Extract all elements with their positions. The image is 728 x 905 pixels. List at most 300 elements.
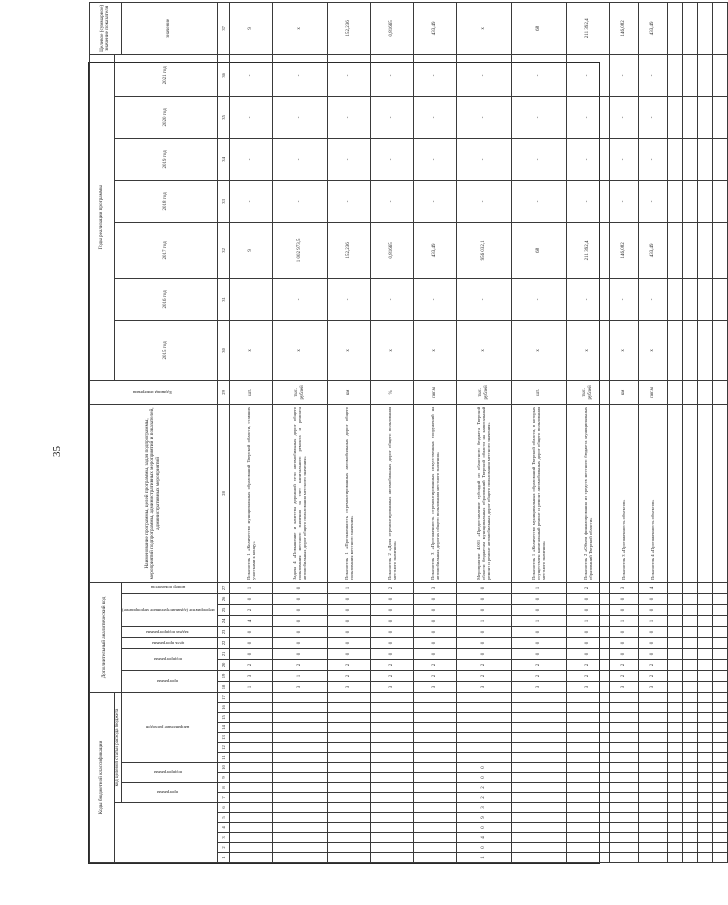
empty-row xyxy=(667,2,682,862)
empty-cell xyxy=(697,713,712,723)
year-value-cell: - xyxy=(609,96,638,138)
year-value-cell: - xyxy=(511,54,566,96)
vh-a-podprogramma: подпрограмма xyxy=(121,649,217,671)
year-value-cell: - xyxy=(609,54,638,96)
analytic-code-cell: 3 xyxy=(413,582,456,593)
target-value-cell: 433,49 xyxy=(638,2,667,54)
code-cell xyxy=(272,713,327,723)
empty-cell xyxy=(697,833,712,843)
analytic-code-cell: 0 xyxy=(566,627,609,638)
code-cell xyxy=(566,763,609,773)
code-cell xyxy=(327,763,370,773)
analytic-code-cell: 0 xyxy=(566,638,609,649)
analytic-code-cell: 0 xyxy=(370,649,413,660)
code-cell xyxy=(456,753,511,763)
code-cell xyxy=(413,823,456,833)
target-value-cell: 211 392,4 xyxy=(566,2,609,54)
empty-cell xyxy=(667,627,682,638)
code-cell xyxy=(638,843,667,853)
empty-cell xyxy=(712,823,727,833)
col-index-cell: 30 xyxy=(217,320,229,380)
table-body xyxy=(217,2,727,862)
year-value-cell: - xyxy=(327,54,370,96)
code-cell xyxy=(638,773,667,783)
analytic-code-cell: 1 xyxy=(272,671,327,682)
vh-a-programma: программа xyxy=(121,671,217,693)
empty-cell xyxy=(712,616,727,627)
table-row xyxy=(566,2,609,862)
analytic-code-cell: 0 xyxy=(413,594,456,605)
analytic-code-cell: 1 xyxy=(229,682,272,693)
empty-cell xyxy=(682,404,697,582)
code-cell xyxy=(511,723,566,733)
year-2017-header: 2017 год xyxy=(115,222,218,278)
analytic-code-cell: 0 xyxy=(272,638,327,649)
code-cell xyxy=(566,833,609,843)
year-value-cell: - xyxy=(327,96,370,138)
code-cell xyxy=(327,753,370,763)
analytic-code-cell: 1 xyxy=(566,616,609,627)
year-value-cell: - xyxy=(566,54,609,96)
empty-cell xyxy=(712,594,727,605)
code-cell xyxy=(413,723,456,733)
col-index-cell: 36 xyxy=(217,54,229,96)
col-index-cell: 29 xyxy=(217,380,229,404)
target-value-cell: 146,082 xyxy=(609,2,638,54)
analytic-code-cell: 0 xyxy=(327,605,370,616)
year-2018-header: 2018 год xyxy=(115,180,218,222)
code-cell xyxy=(609,703,638,713)
year-value-cell: - xyxy=(511,96,566,138)
empty-cell xyxy=(697,793,712,803)
empty-cell xyxy=(682,582,697,593)
code-cell xyxy=(272,853,327,863)
vh-a-cel: цель программы xyxy=(121,638,217,649)
page-number: 35 xyxy=(51,446,63,457)
year-value-cell: 211 392,4 xyxy=(566,222,609,278)
analytic-code-cell: 3 xyxy=(456,682,511,693)
empty-cell xyxy=(682,380,697,404)
analytic-code-cell: 4 xyxy=(638,582,667,593)
analytic-code-cell: 0 xyxy=(456,605,511,616)
year-value-cell: 1 002 973,5 xyxy=(272,222,327,278)
empty-cell xyxy=(682,843,697,853)
analytic-code-cell: 0 xyxy=(456,627,511,638)
year-value-cell: - xyxy=(638,180,667,222)
col-index-cell: 19 xyxy=(217,671,229,682)
name-column-header: Наименование программы, целей программы, задач подпрограммы, мероприятий подпрограммы, административных мероприятий и показателей, административных мероприятий xyxy=(90,404,218,582)
analytic-code-cell: 2 xyxy=(511,660,566,671)
year-value-cell: - xyxy=(327,138,370,180)
table-row xyxy=(511,2,566,862)
code-cell xyxy=(229,703,272,713)
analytic-code-cell: 0 xyxy=(609,605,638,616)
indicator-name-cell: Показатель 2 «Объем финансирования из средств местного бюджета муниципальных образований Тверской области» xyxy=(566,404,609,582)
analytic-code-cell: 2 xyxy=(638,660,667,671)
empty-cell xyxy=(667,594,682,605)
empty-cell xyxy=(682,753,697,763)
empty-cell xyxy=(667,222,682,278)
analytic-code-cell: 0 xyxy=(413,627,456,638)
analytic-code-cell: 1 xyxy=(511,616,566,627)
analytic-code-cell: 0 xyxy=(638,649,667,660)
analytic-code-cell: 2 xyxy=(327,660,370,671)
code-cell xyxy=(229,773,272,783)
code-cell xyxy=(511,853,566,863)
year-value-cell: х xyxy=(370,320,413,380)
code-cell xyxy=(272,703,327,713)
code-cell xyxy=(638,813,667,823)
code-cell xyxy=(609,823,638,833)
year-value-cell: - xyxy=(609,180,638,222)
year-value-cell: - xyxy=(511,138,566,180)
code-cell xyxy=(370,703,413,713)
table-row xyxy=(413,2,456,862)
empty-cell xyxy=(682,703,697,713)
code-cell xyxy=(609,723,638,733)
code-cell xyxy=(272,753,327,763)
empty-cell xyxy=(697,843,712,853)
analytic-code-cell: 0 xyxy=(370,638,413,649)
analytic-code-cell: 3 xyxy=(609,582,638,593)
empty-cell xyxy=(697,627,712,638)
code-cell xyxy=(370,853,413,863)
year-2020-header: 2020 год xyxy=(115,96,218,138)
year-value-cell: - xyxy=(511,180,566,222)
empty-cell xyxy=(682,180,697,222)
analytic-code-cell: 2 xyxy=(609,660,638,671)
analytic-code-cell: 0 xyxy=(566,594,609,605)
code-cell xyxy=(327,743,370,753)
empty-cell xyxy=(667,803,682,813)
analytic-code-cell: 0 xyxy=(272,627,327,638)
empty-cell xyxy=(697,682,712,693)
analytic-code-cell: 0 xyxy=(456,582,511,593)
empty-cell xyxy=(667,682,682,693)
unit-cell: тыс. рублей xyxy=(272,380,327,404)
table-row xyxy=(638,2,667,862)
empty-cell xyxy=(667,783,682,793)
col-index-cell: 14 xyxy=(217,723,229,733)
analytic-code-cell: 0 xyxy=(370,594,413,605)
code-cell xyxy=(511,843,566,853)
empty-cell xyxy=(712,180,727,222)
empty-cell xyxy=(712,743,727,753)
code-cell xyxy=(229,753,272,763)
col-index-cell: 11 xyxy=(217,753,229,763)
year-value-cell: - xyxy=(370,138,413,180)
code-cell xyxy=(609,713,638,723)
col-index-cell: 34 xyxy=(217,138,229,180)
code-cell xyxy=(638,753,667,763)
empty-cell xyxy=(712,833,727,843)
year-value-cell: - xyxy=(456,180,511,222)
code-cell xyxy=(272,773,327,783)
year-value-cell: - xyxy=(229,180,272,222)
analytic-code-cell: 0 xyxy=(413,649,456,660)
empty-cell xyxy=(712,793,727,803)
analytic-code-cell: 3 xyxy=(229,671,272,682)
code-cell xyxy=(229,743,272,753)
empty-cell xyxy=(697,594,712,605)
empty-cell xyxy=(697,763,712,773)
code-cell xyxy=(413,783,456,793)
code-cell xyxy=(413,713,456,723)
analytic-code-cell: 0 xyxy=(609,594,638,605)
code-cell xyxy=(456,743,511,753)
code-cell xyxy=(272,723,327,733)
code-cell xyxy=(229,763,272,773)
year-value-cell: - xyxy=(272,96,327,138)
analytic-code-cell: 0 xyxy=(229,594,272,605)
year-value-cell: - xyxy=(566,96,609,138)
empty-cell xyxy=(697,605,712,616)
analytic-code-cell: 0 xyxy=(327,616,370,627)
analytic-code-cell: 0 xyxy=(511,627,566,638)
analytic-code-cell: 2 xyxy=(413,671,456,682)
empty-cell xyxy=(667,96,682,138)
code-cell xyxy=(511,773,566,783)
code-cell xyxy=(413,833,456,843)
analytic-code-cell: 0 xyxy=(566,649,609,660)
empty-cell xyxy=(682,682,697,693)
code-cell xyxy=(511,693,566,703)
year-value-cell: - xyxy=(456,54,511,96)
col-index-cell: 4 xyxy=(217,823,229,833)
empty-cell xyxy=(712,703,727,713)
analytic-code-cell: 0 xyxy=(370,605,413,616)
code-cell xyxy=(413,763,456,773)
code-cell xyxy=(638,733,667,743)
analytic-code-cell: 0 xyxy=(413,638,456,649)
code-cell xyxy=(566,723,609,733)
analytic-code-cell: 1 xyxy=(229,582,272,593)
target-value-cell: х xyxy=(272,2,327,54)
analytic-code-cell: 0 xyxy=(327,594,370,605)
empty-cell xyxy=(682,813,697,823)
empty-cell xyxy=(682,96,697,138)
code-cell xyxy=(456,693,511,703)
code-cell xyxy=(327,713,370,723)
col-index-cell: 22 xyxy=(217,638,229,649)
codes-subgroup-header: код целевой статьи расхода бюджета xyxy=(115,693,122,803)
code-cell xyxy=(609,803,638,813)
code-cell xyxy=(413,843,456,853)
code-cell xyxy=(609,813,638,823)
code-cell xyxy=(272,823,327,833)
code-cell xyxy=(370,793,413,803)
year-value-cell: - xyxy=(272,278,327,320)
col-index-cell: 16 xyxy=(217,703,229,713)
empty-cell xyxy=(697,649,712,660)
code-cell xyxy=(511,783,566,793)
code-cell xyxy=(413,703,456,713)
year-value-cell: 956 032,1 xyxy=(456,222,511,278)
year-2021-header: 2021 год xyxy=(115,54,218,96)
code-cell xyxy=(609,733,638,743)
empty-cell xyxy=(667,703,682,713)
year-value-cell: х xyxy=(609,320,638,380)
vh-napravlenie: направление расходов xyxy=(121,693,217,763)
empty-row xyxy=(697,2,712,862)
analytic-code-cell: 2 xyxy=(456,660,511,671)
empty-cell xyxy=(712,582,727,593)
empty-cell xyxy=(712,753,727,763)
empty-cell xyxy=(697,703,712,713)
codes-group-header: Коды бюджетной классификации xyxy=(90,693,115,863)
vh-podprogramma: подпрограмма xyxy=(121,763,217,783)
col-index-cell: 6 xyxy=(217,803,229,813)
code-cell xyxy=(609,783,638,793)
empty-cell xyxy=(697,723,712,733)
code-cell xyxy=(456,713,511,723)
code-cell xyxy=(229,843,272,853)
rotated-table-container xyxy=(89,4,656,863)
analytic-code-cell: 0 xyxy=(413,605,456,616)
empty-cell xyxy=(682,138,697,180)
code-cell xyxy=(638,803,667,813)
analytic-code-cell: 1 xyxy=(456,616,511,627)
empty-cell xyxy=(682,803,697,813)
analytic-code-cell: 0 xyxy=(511,605,566,616)
analytic-code-cell: 1 xyxy=(638,616,667,627)
empty-cell xyxy=(682,823,697,833)
empty-cell xyxy=(697,278,712,320)
analytic-code-cell: 1 xyxy=(511,582,566,593)
empty-cell xyxy=(697,743,712,753)
program-indicators-table xyxy=(89,2,728,863)
year-value-cell: - xyxy=(456,278,511,320)
empty-cell xyxy=(697,96,712,138)
year-value-cell: - xyxy=(638,278,667,320)
empty-cell xyxy=(682,723,697,733)
code-cell: 0 xyxy=(456,843,511,853)
code-cell xyxy=(272,733,327,743)
year-value-cell: 433,49 xyxy=(638,222,667,278)
code-cell xyxy=(638,743,667,753)
empty-cell xyxy=(697,853,712,863)
year-value-cell: - xyxy=(566,278,609,320)
years-group-header: Годы реализации программы xyxy=(90,54,115,380)
target-value-cell: 152,236 xyxy=(327,2,370,54)
empty-cell xyxy=(712,638,727,649)
empty-cell xyxy=(697,582,712,593)
analytic-code-cell: 0 xyxy=(272,582,327,593)
empty-cell xyxy=(682,671,697,682)
code-cell xyxy=(327,833,370,843)
empty-cell xyxy=(712,733,727,743)
year-value-cell: - xyxy=(609,278,638,320)
year-value-cell: - xyxy=(370,96,413,138)
col-index-cell: 10 xyxy=(217,763,229,773)
empty-cell xyxy=(697,671,712,682)
analytic-code-cell: 0 xyxy=(638,627,667,638)
empty-cell xyxy=(667,380,682,404)
code-cell xyxy=(327,803,370,813)
empty-cell xyxy=(667,660,682,671)
col-index-cell: 2 xyxy=(217,843,229,853)
code-cell xyxy=(272,843,327,853)
unit-cell: км xyxy=(609,380,638,404)
analytic-code-cell: 0 xyxy=(327,627,370,638)
analytic-code-cell: 2 xyxy=(370,582,413,593)
code-cell xyxy=(511,793,566,803)
code-cell xyxy=(511,743,566,753)
column-index-row xyxy=(217,2,229,862)
empty-cell xyxy=(682,743,697,753)
empty-cell xyxy=(667,671,682,682)
code-cell xyxy=(638,693,667,703)
code-cell xyxy=(413,803,456,813)
analytic-code-cell: 0 xyxy=(511,649,566,660)
empty-cell xyxy=(667,833,682,843)
code-cell xyxy=(327,793,370,803)
vh-a-zadacha: задача подпрограммы xyxy=(121,627,217,638)
unit-column-header xyxy=(90,380,218,404)
empty-cell xyxy=(667,605,682,616)
code-cell xyxy=(511,823,566,833)
code-cell: 0 xyxy=(456,823,511,833)
analytic-code-cell: 0 xyxy=(370,627,413,638)
col-index-cell: 28 xyxy=(217,404,229,582)
empty-cell xyxy=(712,763,727,773)
target-value-cell: 68 xyxy=(511,2,566,54)
code-cell xyxy=(327,843,370,853)
code-cell: 0 xyxy=(456,773,511,783)
analytic-code-cell: 1 xyxy=(609,616,638,627)
col-index-cell: 20 xyxy=(217,660,229,671)
analytic-code-cell: 2 xyxy=(566,660,609,671)
empty-cell xyxy=(712,693,727,703)
code-cell xyxy=(511,703,566,713)
analytic-code-cell: 0 xyxy=(370,616,413,627)
empty-cell xyxy=(712,682,727,693)
codes-left-subheader xyxy=(115,803,218,863)
empty-cell xyxy=(667,853,682,863)
year-value-cell: - xyxy=(272,138,327,180)
empty-cell xyxy=(697,222,712,278)
empty-cell xyxy=(712,605,727,616)
empty-cell xyxy=(712,138,727,180)
col-index-cell: 33 xyxy=(217,180,229,222)
empty-cell xyxy=(667,793,682,803)
analytic-code-cell: 2 xyxy=(456,671,511,682)
table-row xyxy=(456,2,511,862)
col-index-cell: 35 xyxy=(217,96,229,138)
code-cell xyxy=(511,763,566,773)
empty-cell xyxy=(697,180,712,222)
year-value-cell: - xyxy=(413,54,456,96)
empty-cell xyxy=(667,693,682,703)
analytic-code-cell: 3 xyxy=(413,682,456,693)
code-cell xyxy=(638,703,667,713)
analytic-code-cell: 3 xyxy=(272,682,327,693)
code-cell xyxy=(413,743,456,753)
empty-cell xyxy=(712,853,727,863)
col-index-cell: 37 xyxy=(217,2,229,54)
year-value-cell: - xyxy=(370,278,413,320)
code-cell xyxy=(566,703,609,713)
analytic-code-cell: 0 xyxy=(456,638,511,649)
code-cell xyxy=(609,743,638,753)
empty-cell xyxy=(667,320,682,380)
empty-cell xyxy=(697,693,712,703)
year-value-cell: - xyxy=(638,138,667,180)
col-index-cell: 27 xyxy=(217,582,229,593)
indicator-name-cell: Задача 4 «Повышение и качества дорожной сети автомобильных дорог общего пользования местного значения за счет капитального ремонта и ремонта автомобильных дорог общего пользования местного значения» xyxy=(272,404,327,582)
year-value-cell: х xyxy=(566,320,609,380)
analytic-code-cell: 3 xyxy=(638,682,667,693)
